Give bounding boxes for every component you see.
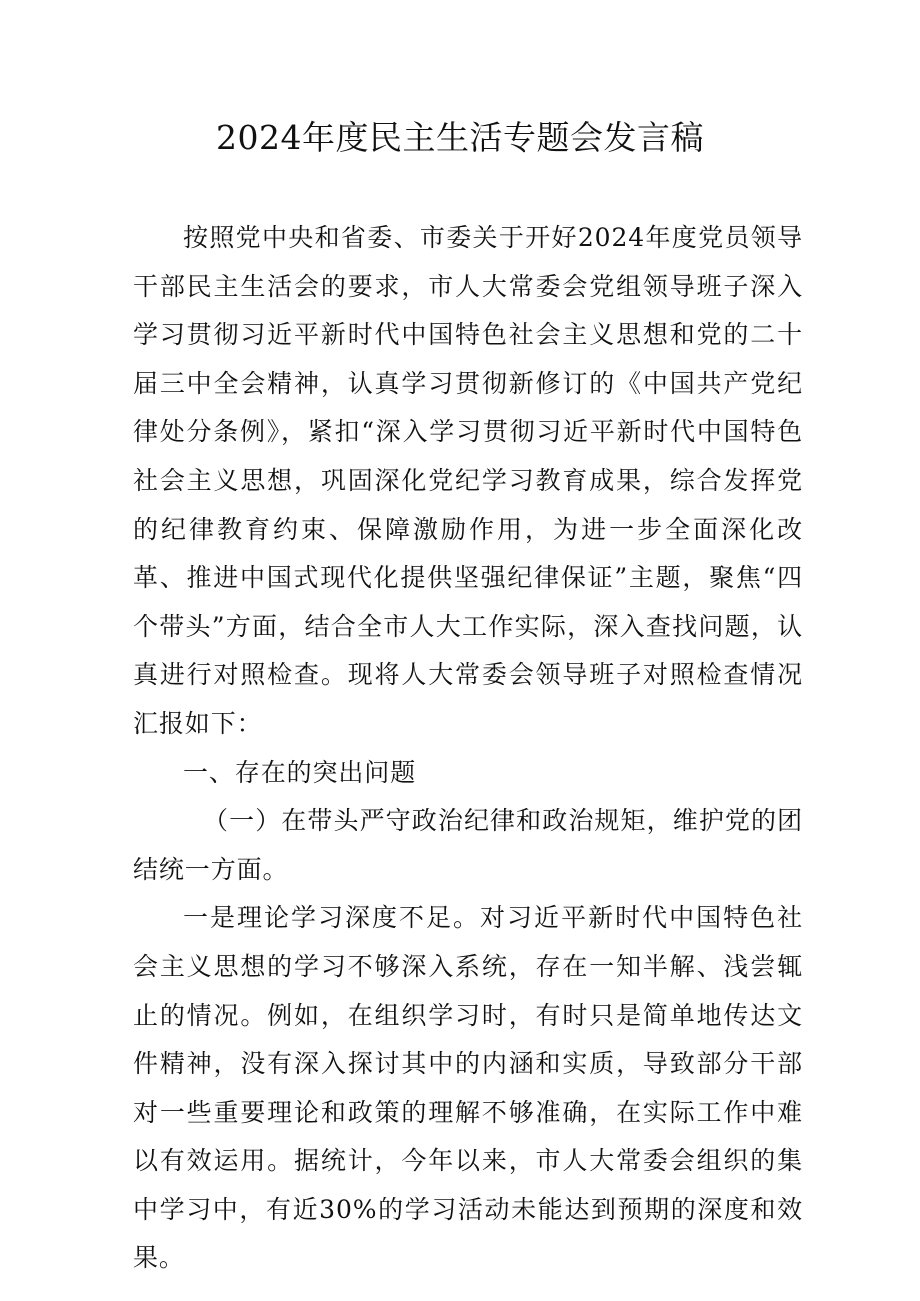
document-title: 2024年度民主生活专题会发言稿 xyxy=(216,118,704,157)
intro-paragraph: 按照党中央和省委、市委关于开好2024年度党员领导干部民主生活会的要求，市人大常委会党组领导班子深入学习贯彻习近平新时代中国特色社会主义思想和党的二十届三中全会精神，认真学习贯彻新修订的《中国共产党纪律处分条例》，紧扣“深入学习贯彻习近平新时代中国特色社会主义思想，巩固深化党纪学习教育成果，综合发挥党的纪律教育约束、保障激励作用，为进一步全面深化改革、推进中国式现代化提供坚强纪律保证”主题，聚焦“四个带头”方面，结合全市人大工作实际，深入查找问题，认真进行对照检查。现将人大常委会领导班子对照检查情况汇报如下： xyxy=(133,223,803,738)
section-heading: 一、存在的突出问题 xyxy=(183,757,417,787)
subsection-heading: （一）在带头严守政治纪律和政治规矩，维护党的团结统一方面。 xyxy=(133,806,803,884)
body-paragraph: 一是理论学习深度不足。对习近平新时代中国特色社会主义思想的学习不够深入系统，存在一知半解、浅尝辄止的情况。例如，在组织学习时，有时只是简单地传达文件精神，没有深入探讨其中的内涵和实质，导致部分干部对一些重要理论和政策的理解不够准确，在实际工作中难以有效运用。据统计，今年以来，市人大常委会组织的集中学习中，有近30%的学习活动未能达到预期的深度和效果。 xyxy=(133,903,803,1273)
document-body xyxy=(133,214,803,1283)
